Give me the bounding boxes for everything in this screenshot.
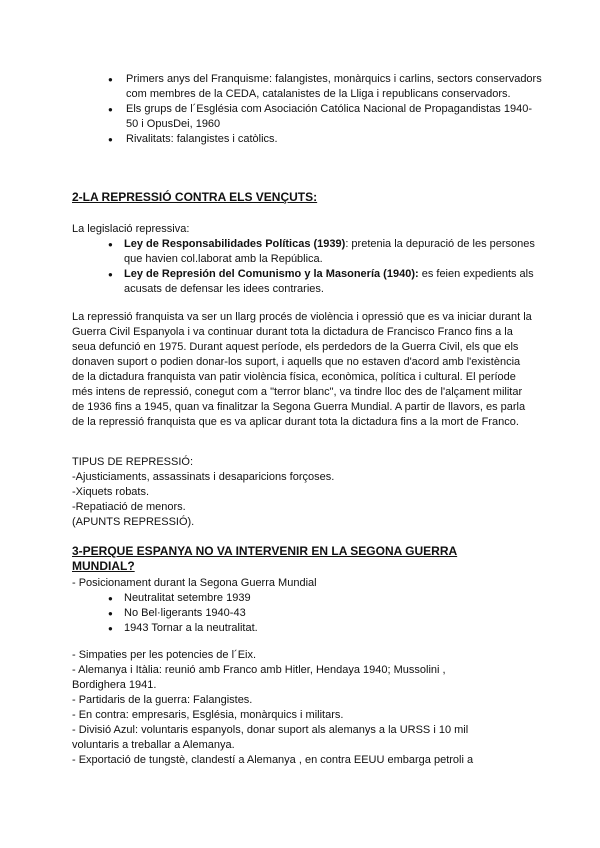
text-line: - Partidaris de la guerra: Falangistes. xyxy=(72,694,253,706)
text-line: - Posicionament durant la Segona Guerra Mundial xyxy=(72,577,317,589)
repression-types xyxy=(72,455,542,530)
list-item: ● 1943 Tornar a la neutralitat. xyxy=(72,621,542,636)
repressive-legislation xyxy=(72,222,542,297)
text-line: (APUNTS REPRESSIÓ). xyxy=(72,516,195,528)
text-line: - En contra: empresaris, Església, monàrquics i militars. xyxy=(72,709,344,721)
list-item: ● No Bel·ligerants 1940-43 xyxy=(72,606,542,621)
text-line: - Alemanya i Itàlia: reunió amb Franco amb Hitler, Hendaya 1940; Mussolini , Bordighera 1941. xyxy=(72,664,446,691)
repression-paragraph: La repressió franquista va ser un llarg procés de violència i opressió que es va iniciar durant la Guerra Civil Espanyola i va continuar durant tota la dictadura de Francisco Franco fins a la seua defunció en 1975. Durant aquest període, els perdedors de la Guerra Civil, els que els donaven suport o podien donar-los suport, i aquells que no estaven d'acord amb l'existència de la dictadura franquista van patir violència física, econòmica, política i cultural. El període més intens de repressió, conegut com a "terror blanc", va tindre lloc des de l'alçament militar de 1936 fins a 1945, quan va finalitzar la Segona Guerra Mundial. A partir de llavors, es parla de la repressió franquista que es va aplicar durant tota la dictadura fins a la mort de Franco. xyxy=(72,311,532,428)
text-line: - Divisió Azul: voluntaris espanyols, donar suport als alemanys a la URSS i 10 mil voluntaris a treballar a Alemanya. xyxy=(72,724,469,751)
text-line: - Exportació de tungstè, clandestí a Alemanya , en contra EEUU embarga petroli a xyxy=(72,754,474,766)
ww2-position xyxy=(72,576,542,636)
list-item xyxy=(72,267,542,297)
text-line: -Repatiació de menors. xyxy=(72,501,186,513)
text-line: -Xiquets robats. xyxy=(72,486,150,498)
ww2-details xyxy=(72,648,477,768)
law-description: es feien expedients als acusats de defensar les idees contraries. xyxy=(124,268,534,295)
section-heading-repression: 2-LA REPRESSIÓ CONTRA ELS VENÇUTS: xyxy=(72,190,318,204)
positions-list xyxy=(72,591,542,636)
section-heading-ww2: 3-PERQUE ESPANYA NO VA INTERVENIR EN LA SEGONA GUERRA MUNDIAL? xyxy=(72,544,458,573)
list-item: ● Els grups de l´Església com Asociación Católica Nacional de Propagandistas 1940-50 i OpusDei, 1960 xyxy=(72,102,542,132)
factions-list xyxy=(72,72,542,147)
text-line: -Ajusticiaments, assassinats i desaparicions forçoses. xyxy=(72,471,335,483)
text-line: TIPUS DE REPRESSIÓ: xyxy=(72,456,194,468)
text-line: - Simpaties per les potencies de l´Eix. xyxy=(72,649,257,661)
list-item xyxy=(72,237,542,267)
law-name: Ley de Represión del Comunismo y la Masonería (1940): xyxy=(124,268,419,280)
legislation-intro: La legislació repressiva: xyxy=(72,223,190,235)
list-item: ● Primers anys del Franquisme: falangistes, monàrquics i carlins, sectors conservadors com membres de la CEDA, catalanistes de la Lliga i republicans conservadors. xyxy=(72,72,542,102)
list-item: ● Neutralitat setembre 1939 xyxy=(72,591,542,606)
law-name: Ley de Responsabilidades Políticas (1939) xyxy=(124,238,346,250)
list-item: ● Rivalitats: falangistes i catòlics. xyxy=(72,132,542,147)
laws-list xyxy=(72,237,542,297)
law-description: : pretenia la depuració de les persones que havien col.laborat amb la República. xyxy=(124,238,535,265)
